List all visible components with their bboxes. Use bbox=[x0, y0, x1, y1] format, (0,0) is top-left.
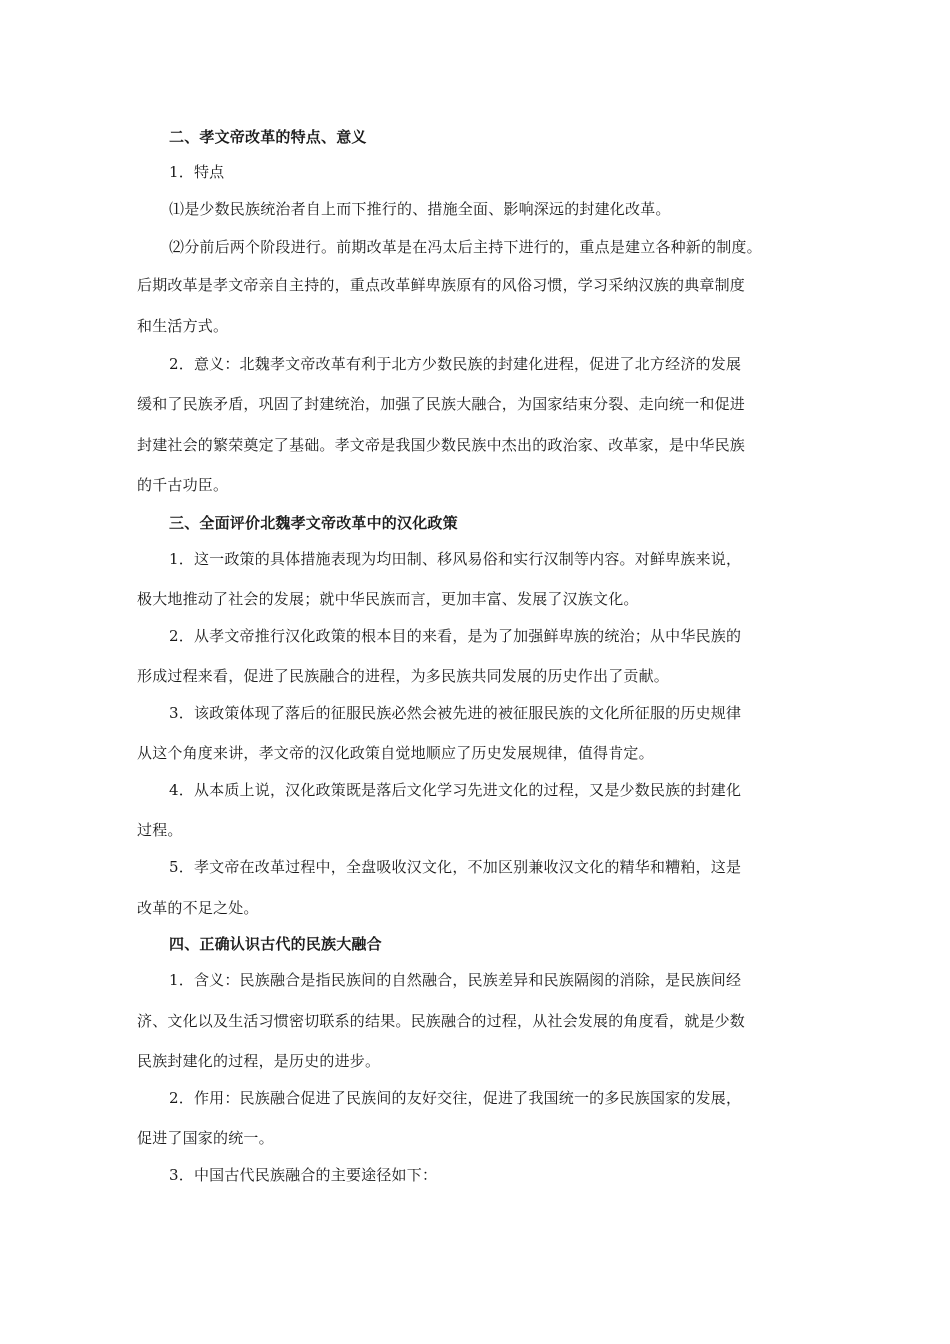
paragraph-line: 2．意义：北魏孝文帝改革有利于北方少数民族的封建化进程，促进了北方经济的发展 bbox=[169, 355, 742, 373]
paragraph-line: 和生活方式。 bbox=[137, 317, 229, 335]
paragraph-line: ⑵分前后两个阶段进行。前期改革是在冯太后主持下进行的，重点是建立各种新的制度。 bbox=[169, 238, 762, 256]
paragraph-line: 2．从孝文帝推行汉化政策的根本目的来看，是为了加强鲜卑族的统治；从中华民族的 bbox=[169, 627, 742, 645]
paragraph-line: 促进了国家的统一。 bbox=[137, 1129, 274, 1147]
paragraph-line: 1．含义：民族融合是指民族间的自然融合，民族差异和民族隔阂的消除，是民族间经 bbox=[169, 971, 742, 989]
section-heading: 四、正确认识古代的民族大融合 bbox=[169, 935, 382, 953]
paragraph-line: 形成过程来看，促进了民族融合的进程，为多民族共同发展的历史作出了贡献。 bbox=[137, 667, 670, 685]
paragraph-line: 过程。 bbox=[137, 821, 183, 839]
paragraph-line: 1．这一政策的具体措施表现为均田制、移风易俗和实行汉制等内容。对鲜卑族来说， bbox=[169, 550, 742, 568]
subheading: 1．特点 bbox=[169, 163, 225, 181]
paragraph-line: 封建社会的繁荣奠定了基础。孝文帝是我国少数民族中杰出的政治家、改革家，是中华民族 bbox=[137, 436, 746, 454]
paragraph-line: 缓和了民族矛盾，巩固了封建统治，加强了民族大融合，为国家结束分裂、走向统一和促进 bbox=[137, 395, 746, 413]
paragraph-line: 改革的不足之处。 bbox=[137, 899, 259, 917]
paragraph-line: 3．中国古代民族融合的主要途径如下： bbox=[169, 1166, 438, 1184]
paragraph-line: 的千古功臣。 bbox=[137, 476, 229, 494]
paragraph-line: 3．该政策体现了落后的征服民族必然会被先进的被征服民族的文化所征服的历史规律 bbox=[169, 704, 742, 722]
paragraph-line: 5．孝文帝在改革过程中，全盘吸收汉文化，不加区别兼收汉文化的精华和糟粕，这是 bbox=[169, 858, 742, 876]
paragraph-line: 从这个角度来讲，孝文帝的汉化政策自觉地顺应了历史发展规律，值得肯定。 bbox=[137, 744, 654, 762]
paragraph-line: 济、文化以及生活习惯密切联系的结果。民族融合的过程，从社会发展的角度看，就是少数 bbox=[137, 1012, 746, 1030]
paragraph-line: 极大地推动了社会的发展；就中华民族而言，更加丰富、发展了汉族文化。 bbox=[137, 590, 639, 608]
section-heading: 三、全面评价北魏孝文帝改革中的汉化政策 bbox=[169, 514, 458, 532]
paragraph-line: 民族封建化的过程，是历史的进步。 bbox=[137, 1052, 381, 1070]
section-heading: 二、孝文帝改革的特点、意义 bbox=[169, 128, 367, 146]
paragraph-line: 4．从本质上说，汉化政策既是落后文化学习先进文化的过程，又是少数民族的封建化 bbox=[169, 781, 742, 799]
paragraph-line: 2．作用：民族融合促进了民族间的友好交往，促进了我国统一的多民族国家的发展， bbox=[169, 1089, 742, 1107]
paragraph-line: 后期改革是孝文帝亲自主持的，重点改革鲜卑族原有的风俗习惯，学习采纳汉族的典章制度 bbox=[137, 276, 746, 294]
paragraph-line: ⑴是少数民族统治者自上而下推行的、措施全面、影响深远的封建化改革。 bbox=[169, 200, 671, 218]
